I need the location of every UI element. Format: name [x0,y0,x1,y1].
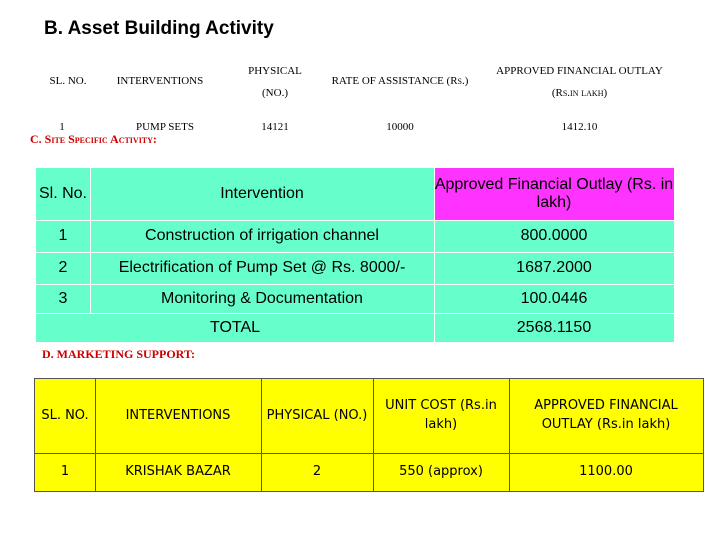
total-value: 2568.1150 [434,313,674,342]
divider [373,379,374,491]
divider [35,453,703,454]
marketing-support-table [34,378,704,492]
row-outlay: 1412.10 [561,121,598,134]
row-sl-no: 1 [60,463,70,479]
header-rate-of-assistance: RATE OF ASSISTANCE (Rs.) [331,75,469,88]
header-physical: PHYSICAL [248,65,302,78]
row-2-outlay: 1687.2000 [434,252,674,284]
row-2-intervention: Electrification of Pump Set @ Rs. 8000/- [90,252,434,284]
header-interventions: INTERVENTIONS [125,407,231,423]
row-intervention: KRISHAK BAZAR [125,463,231,479]
row-2-sl-no: 2 [36,252,90,284]
row-3-sl-no: 3 [36,284,90,313]
header-sl-no: Sl. No. [36,168,90,220]
row-3-outlay: 100.0446 [434,284,674,313]
row-1-intervention: Construction of irrigation channel [90,220,434,252]
row-rate: 10000 [386,121,414,134]
divider [36,252,674,253]
divider [434,168,435,342]
site-specific-activity-table [36,168,674,342]
header-physical-unit: (NO.) [262,87,288,100]
row-outlay: 1100.00 [579,463,633,479]
header-approved-outlay: APPROVED FINANCIAL OUTLAY [496,65,663,78]
header-sl-no: SL. NO. [49,75,87,88]
page-title: B. Asset Building Activity [44,18,274,39]
row-unit-cost: 550 (approx) [399,463,483,479]
header-approved-outlay-unit: (Rs.in lakh) [551,87,608,100]
divider [95,379,96,491]
total-label: TOTAL [36,313,434,342]
header-approved-outlay: Approved Financial Outlay (Rs. in lakh) [434,168,674,220]
header-unit-cost: UNIT COST (Rs.in lakh) [385,398,497,432]
header-physical: PHYSICAL (NO.) [266,407,368,423]
row-sl-no: 1 [59,121,65,134]
row-1-outlay: 800.0000 [434,220,674,252]
divider [90,168,91,313]
divider [261,379,262,491]
row-physical: 2 [312,463,322,479]
divider [509,379,510,491]
divider [36,313,674,314]
row-physical: 14121 [261,121,289,134]
header-approved-outlay: APPROVED FINANCIAL OUTLAY (Rs.in lakh) [534,398,678,432]
row-1-sl-no: 1 [36,220,90,252]
section-c-heading: C. Site Specific Activity: [30,132,157,146]
header-intervention: Intervention [90,168,434,220]
header-sl-no: SL. NO. [41,407,89,423]
divider [36,284,674,285]
row-intervention: PUMP SETS [136,121,194,134]
header-interventions: INTERVENTIONS [116,75,204,88]
divider [36,220,674,221]
section-d-heading: D. MARKETING SUPPORT: [42,347,196,361]
row-3-intervention: Monitoring & Documentation [90,284,434,313]
